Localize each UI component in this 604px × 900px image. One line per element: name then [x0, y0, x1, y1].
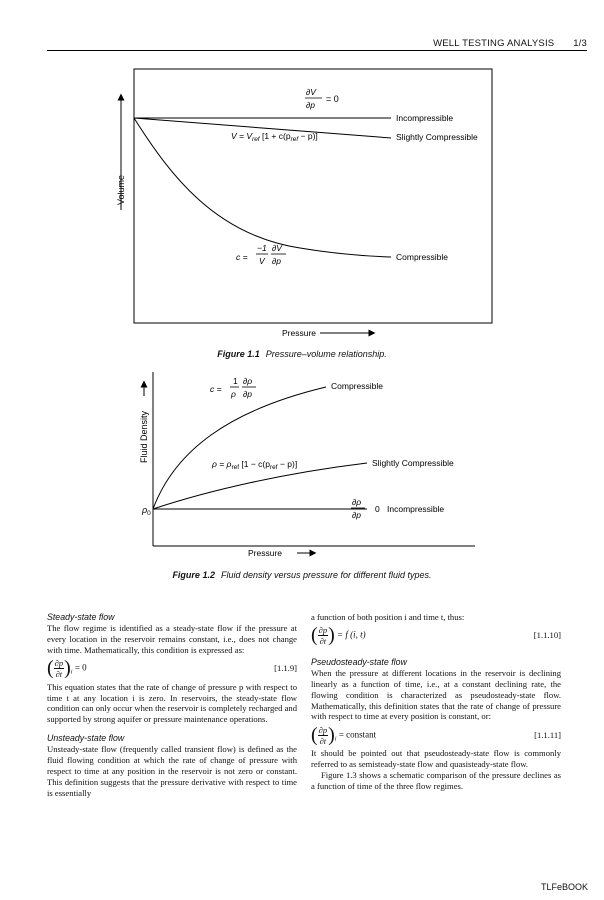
equation-1-1-9: ( $\frac{\partial p}{\partial t}$ )$_i = 0$ [1.1.9] [47, 657, 297, 680]
svg-text:−1: −1 [257, 243, 267, 253]
para-steady-explain: This equation states that the rate of change of pressure p with respect to time t at any location i is zero. In reservoirs, the steady-state flow condition can only occur when the reservoir is completely recharged and supported by strong aquifer or pressure maintenance operations. [47, 681, 297, 725]
svg-text:∂p: ∂p [306, 100, 315, 110]
left-column [47, 612, 297, 799]
fig1-label-compressible: Compressible [396, 252, 448, 262]
figure-1-1 [0, 0, 604, 360]
para-function-of: a function of both position i and time t, thus: [311, 612, 465, 622]
para-figure-1-3: Figure 1.3 shows a schematic comparison of the pressure declines as a function of time of the three flow regimes. [311, 770, 561, 792]
svg-text:= 0: = 0 [326, 94, 339, 104]
footer-watermark: TLFeBOOK [540, 882, 588, 892]
fig2-xlabel: Pressure [248, 548, 283, 558]
svg-text:0: 0 [375, 504, 380, 514]
figure-1-2 [0, 360, 604, 575]
para-pseudosteady: When the pressure at different locations in the reservoir is declining linearly as a function of time, i.e., at a constant declining rate, the flowing condition is characterized as pseudosteady-state flow. Mathematically, this definition states that the rate of change of pressure with respect to time at every position is constant, or: [311, 667, 561, 722]
fig1-caption [0, 349, 604, 359]
svg-text:∂p: ∂p [243, 389, 252, 399]
equation-1-1-10: ( $\frac{\partial p}{\partial t}$ ) = f (i, t) [1.1.10] [311, 624, 561, 647]
para-steady-state: The flow regime is identified as a steady-state flow if the pressure at every location in the reservoir remains constant, i.e., does not change with time. Mathematically, this condition is expressed as: [47, 622, 297, 655]
svg-text:∂ρ: ∂ρ [352, 497, 362, 507]
fig1-ylabel: Volume [116, 174, 126, 205]
para-semisteady: It should be pointed out that pseudosteady-state flow is commonly referred to as semisteady-state flow and quasisteady-state flow. [311, 748, 561, 770]
fig2-curve-compressible [153, 387, 326, 509]
fig2-caption-text: Fluid density versus pressure for different fluid types. [220, 570, 432, 580]
heading-unsteady-state: Unsteady-state flow [47, 733, 125, 744]
fig2-label-slight: Slightly Compressible [372, 458, 454, 468]
fig1-xlabel: Pressure [282, 328, 317, 338]
eq2-rhs: = f (i, t) [337, 629, 366, 640]
fig1-label-slight: Slightly Compressible [396, 132, 478, 142]
svg-text:V: V [259, 256, 265, 266]
fig1-eq-incompressible [305, 87, 339, 110]
eq1-number: [1.1.9] [274, 663, 297, 674]
svg-text:1: 1 [233, 376, 238, 386]
fig2-label-compressible: Compressible [331, 381, 383, 391]
heading-pseudosteady: Pseudosteady-state flow [311, 656, 407, 667]
svg-text:∂p: ∂p [352, 510, 361, 520]
fig2-ylabel: Fluid Density [139, 410, 149, 463]
svg-text:∂V: ∂V [306, 87, 316, 97]
eq3-rhs: = constant [338, 729, 377, 740]
fig2-curve-slight [153, 463, 367, 509]
fig2-caption-num: Figure 1.2 [172, 570, 215, 580]
svg-text:∂ρ: ∂ρ [243, 376, 253, 386]
eq2-number: [1.1.10] [533, 630, 561, 641]
eq3-number: [1.1.11] [534, 729, 561, 740]
svg-text:ρ: ρ [231, 389, 236, 399]
svg-text:∂V: ∂V [272, 243, 282, 253]
fig1-caption-text: Pressure–volume relationship. [265, 349, 387, 359]
svg-text:c =: c = [210, 384, 222, 394]
fig2-eq-slight: $\rho = \rho_{ref}$ $[1 - c(p_{ref} - p)]$ [212, 459, 298, 471]
fig1-eq-compressible [236, 243, 286, 266]
svg-text:∂p: ∂p [272, 256, 281, 266]
fig1-label-incompressible: Incompressible [396, 113, 454, 123]
fig2-eq-compressible [210, 376, 256, 399]
eq1-rhs: = 0 [74, 662, 87, 673]
para-unsteady-state: Unsteady-state flow (frequently called transient flow) is defined as the fluid flowing condition at which the rate of change of pressure with respect to time at any position in the reservoir is not zero or constant. This definition suggests that the pressure derivative with respect to time is essentially [47, 744, 297, 798]
equation-1-1-11: ( $\frac{\partial p}{\partial t}$ )$_i$ = constant [1.1.11] [311, 723, 561, 746]
svg-text:c =: c = [236, 252, 248, 262]
fig2-label-incompressible: Incompressible [387, 504, 445, 514]
fig1-eq-slight: $V = V_{ref}$ $[1 + c(p_{ref} - p)]$ [231, 131, 318, 143]
header-title: WELL TESTING ANALYSIS [433, 38, 555, 49]
heading-steady-state: Steady-state flow [47, 612, 115, 622]
fig2-rho0: $\rho_0$ [142, 505, 151, 517]
fig1-caption-num: Figure 1.1 [217, 349, 260, 359]
header-page: 1/3 [573, 38, 587, 49]
right-column [311, 612, 561, 792]
fig2-caption [0, 570, 604, 580]
